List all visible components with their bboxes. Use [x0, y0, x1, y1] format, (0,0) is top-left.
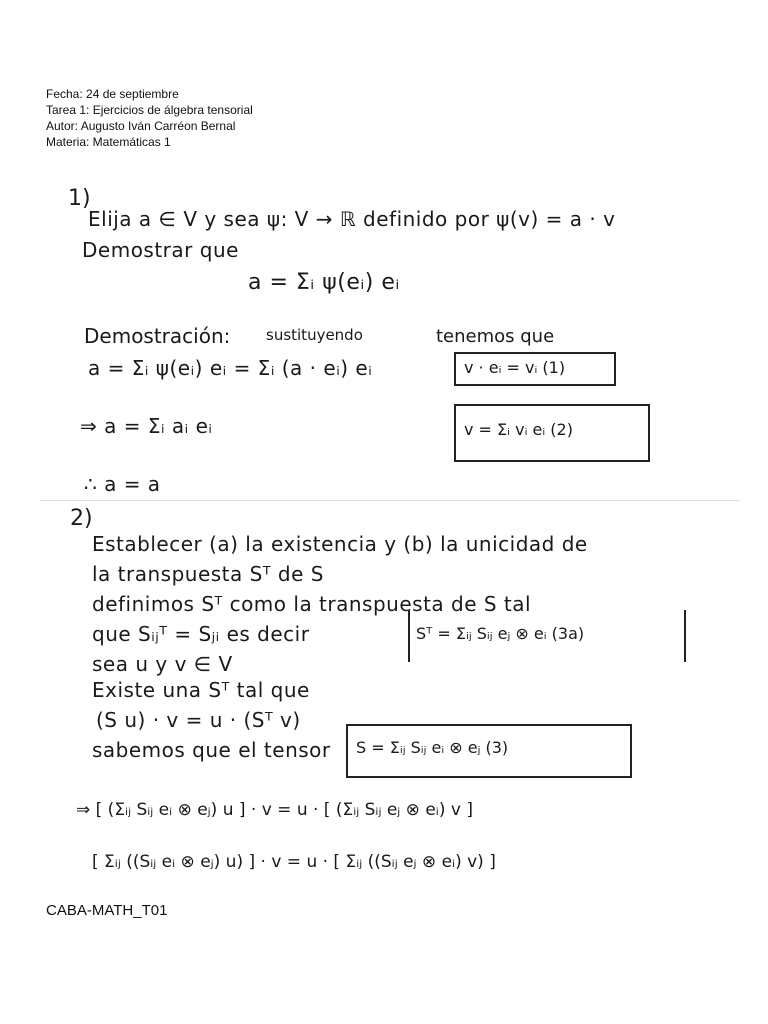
header-author: Autor: Augusto Iván Carréon Bernal — [46, 119, 236, 133]
equation-box-3a-text: Sᵀ = Σᵢⱼ Sᵢⱼ eⱼ ⊗ eᵢ (3a) — [416, 624, 585, 643]
problem1-number: 1) — [68, 186, 91, 211]
section-divider — [40, 500, 740, 501]
problem1-demo-label: Demostración: — [84, 324, 231, 348]
problem2-line7: (S u) · v = u · (Sᵀ v) — [96, 708, 301, 732]
problem1-statement1: Elija a ∈ V y sea ψ: V → ℝ definido por ψ(v) = a · v — [88, 207, 616, 231]
problem2-line6: Existe una Sᵀ tal que — [92, 678, 310, 702]
problem2-line5: sea u y v ∈ V — [92, 652, 233, 676]
problem2-line9: ⇒ [ (Σᵢⱼ Sᵢⱼ eᵢ ⊗ eⱼ) u ] · v = u · [ (Σᵢⱼ Sᵢⱼ eⱼ ⊗ eᵢ) v ] — [76, 800, 473, 820]
problem2-number: 2) — [70, 506, 93, 531]
header-date: Fecha: 24 de septiembre — [46, 87, 179, 101]
problem1-statement2: Demostrar que — [82, 238, 239, 262]
equation-box-3-text: S = Σᵢⱼ Sᵢⱼ eᵢ ⊗ eⱼ (3) — [356, 738, 509, 757]
document-code: CABA-MATH_T01 — [46, 902, 168, 919]
header-subject: Materia: Matemáticas 1 — [46, 135, 171, 149]
problem2-line3: definimos Sᵀ como la transpuesta de S tal — [92, 592, 532, 616]
problem2-line10: [ Σᵢⱼ ((Sᵢⱼ eᵢ ⊗ eⱼ) u) ] · v = u · [ Σᵢⱼ ((Sᵢⱼ eⱼ ⊗ eᵢ) v) ] — [92, 852, 496, 872]
problem1-we-have: tenemos que — [436, 326, 555, 347]
problem1-goal: a = Σᵢ ψ(eᵢ) eᵢ — [248, 270, 400, 295]
equation-box-1-text: v · eᵢ = vᵢ (1) — [464, 358, 566, 377]
problem1-substituting: sustituyendo — [266, 326, 363, 344]
problem1-step1: a = Σᵢ ψ(eᵢ) eᵢ = Σᵢ (a · eᵢ) eᵢ — [88, 356, 373, 380]
header-task: Tarea 1: Ejercicios de álgebra tensorial — [46, 103, 253, 117]
equation-box-2-text: v = Σᵢ vᵢ eᵢ (2) — [464, 420, 573, 439]
problem2-line8: sabemos que el tensor — [92, 738, 331, 762]
problem1-step2: ⇒ a = Σᵢ aᵢ eᵢ — [80, 414, 213, 438]
problem2-line4: que Sᵢⱼᵀ = Sⱼᵢ es decir — [92, 622, 310, 646]
problem2-line1: Establecer (a) la existencia y (b) la unicidad de — [92, 532, 588, 556]
problem1-conclusion: ∴ a = a — [84, 472, 161, 496]
problem2-line2: la transpuesta Sᵀ de S — [92, 562, 324, 586]
